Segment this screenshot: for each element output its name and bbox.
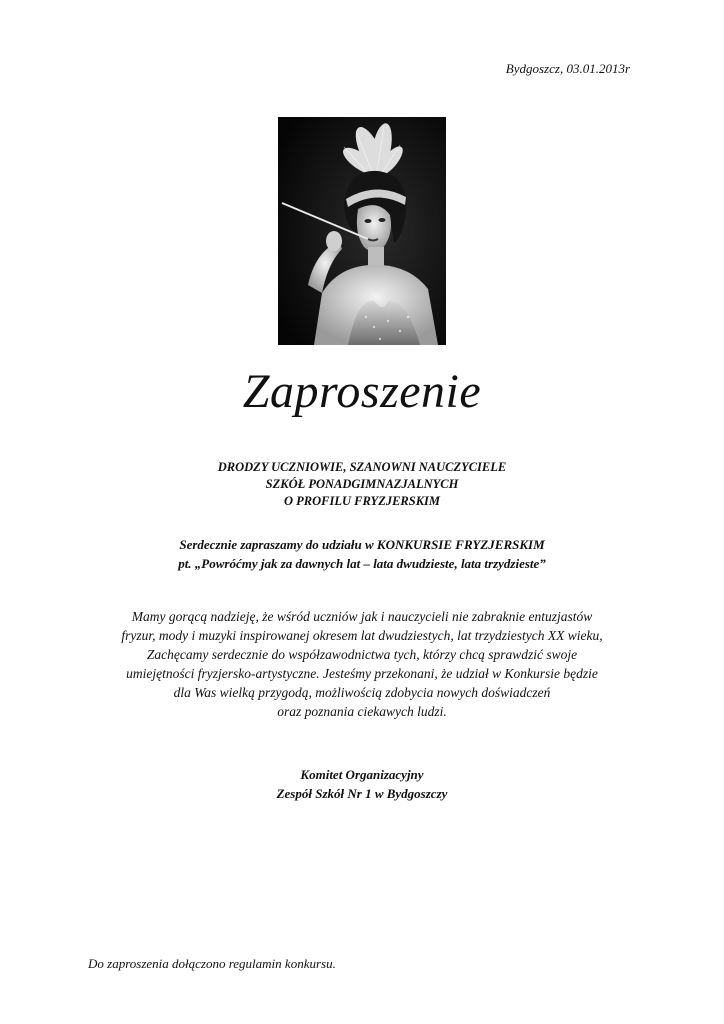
invitation-line: pt. „Powróćmy jak za dawnych lat – lata dwudzieste, lata trzydzieste” (178, 556, 546, 571)
flapper-woman-photo-icon (278, 117, 446, 345)
body-line: oraz poznania ciekawych ludzi. (277, 704, 447, 719)
addressees-block (0, 459, 724, 510)
signature-block (0, 765, 724, 803)
flapper-photo (278, 117, 446, 345)
signature-line: Zespół Szkół Nr 1 w Bydgoszczy (276, 786, 448, 801)
body-line: Zachęcamy serdecznie do współzawodnictwa tych, którzy chcą sprawdzić swoje (146, 647, 578, 662)
addressee-line: O PROFILU FRYZJERSKIM (283, 494, 441, 508)
body-line: fryzur, mody i muzyki inspirowanej okresem lat dwudziestych, lat trzydziestych XX wieku, (121, 628, 603, 643)
document-date: Bydgoszcz, 03.01.2013r (505, 61, 630, 76)
addressee-line: DRODZY UCZNIOWIE, SZANOWNI NAUCZYCIELE (217, 460, 507, 474)
invitation-title: Zaproszenie (242, 365, 482, 418)
body-line: umiejętności fryzjersko-artystyczne. Jesteśmy przekonani, że udział w Konkursie będzie (126, 666, 598, 681)
footer-note: Do zaproszenia dołączono regulamin konkursu. (88, 956, 336, 971)
addressee-line: SZKÓŁ PONADGIMNAZJALNYCH (265, 477, 459, 491)
signature-line: Komitet Organizacyjny (300, 767, 424, 782)
invitation-block (0, 535, 724, 573)
body-paragraph (0, 607, 724, 721)
body-line: dla Was wielką przygodą, możliwością zdobycia nowych doświadczeń (173, 685, 551, 700)
invitation-line: Serdecznie zapraszamy do udziału w KONKURSIE FRYZJERSKIM (179, 537, 545, 552)
body-line: Mamy gorącą nadzieję, że wśród uczniów jak i nauczycieli nie zabraknie entuzjastów (131, 609, 593, 624)
